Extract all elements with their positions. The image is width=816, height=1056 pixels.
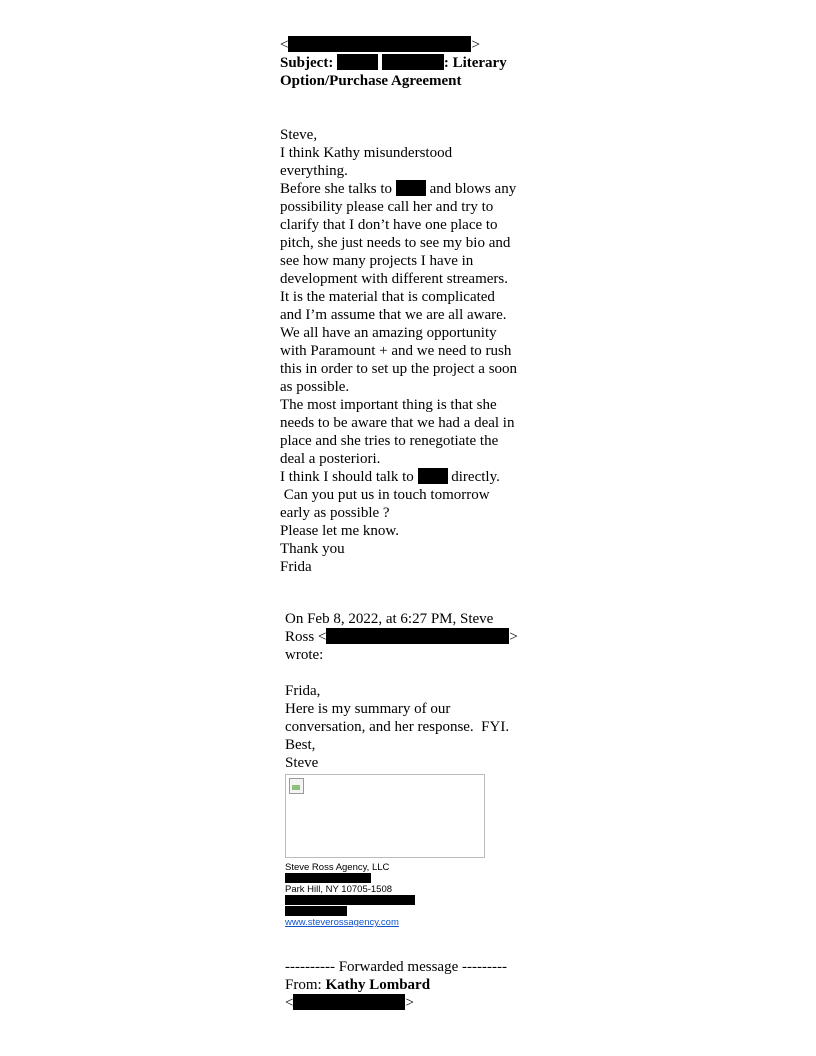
- subject-line: [280, 54, 540, 72]
- signature-city: Park Hill, NY 10705-1508: [285, 884, 393, 895]
- quote-intro: On Feb 8, 2022, at 6:27 PM, Steve: [285, 611, 494, 627]
- from-label: From:: [285, 977, 326, 993]
- bracket-open: <: [280, 37, 289, 53]
- bracket-close: >: [405, 995, 414, 1011]
- redacted-email: [293, 994, 405, 1010]
- reply-line: [280, 468, 540, 486]
- broken-image-icon: [289, 778, 304, 794]
- quote-intro: [285, 628, 545, 646]
- reply-line: Can you put us in touch tomorrow: [280, 487, 490, 503]
- redacted-subject-1: [337, 54, 378, 70]
- reply-line: with Paramount + and we need to rush: [280, 343, 512, 359]
- reply-text: I think I should talk to: [280, 469, 414, 485]
- reply-line: and I’m assume that we are all aware.: [280, 307, 507, 323]
- subject-line-2: [280, 72, 540, 90]
- redacted-name: [418, 468, 448, 484]
- bracket-close: >: [471, 37, 480, 53]
- reply-text: directly.: [451, 469, 500, 485]
- subject-suffix: : Literary: [443, 55, 507, 71]
- quote-line: conversation, and her response. FYI.: [285, 719, 510, 735]
- quote-intro: wrote:: [285, 647, 324, 663]
- bracket-open: <: [285, 995, 294, 1011]
- reply-line: It is the material that is complicated: [280, 289, 495, 305]
- header-email-line: [280, 36, 540, 54]
- quote-intro-text: Ross <: [285, 629, 327, 645]
- redacted-phone: [285, 895, 415, 905]
- forwarded-separator: ---------- Forwarded message ---------: [285, 959, 507, 975]
- reply-line: needs to be aware that we had a deal in: [280, 415, 515, 431]
- reply-line: this in order to set up the project a soon: [280, 361, 518, 377]
- reply-line: possibility please call her and try to: [280, 199, 494, 215]
- reply-line: clarify that I don’t have one place to: [280, 217, 498, 233]
- quote-closing: Best,: [285, 737, 316, 753]
- from-name: Kathy Lombard: [325, 977, 431, 993]
- quote-signoff: Steve: [285, 755, 319, 771]
- quote-greeting: Frida,: [285, 683, 321, 699]
- reply-line: early as possible ?: [280, 505, 390, 521]
- reply-line: [280, 180, 540, 198]
- bracket-close: >: [509, 629, 518, 645]
- forwarded-email: [285, 994, 545, 1012]
- subject-label: Subject:: [280, 55, 334, 71]
- signature-block: [285, 862, 545, 928]
- redacted-phone: [285, 906, 347, 916]
- reply-line: Thank you: [280, 541, 345, 557]
- reply-line: place and she tries to renegotiate the: [280, 433, 499, 449]
- reply-line: The most important thing is that she: [280, 397, 497, 413]
- quoted-message: [285, 610, 545, 928]
- reply-line: deal a posteriori.: [280, 451, 381, 467]
- forwarded-message: [285, 958, 545, 1012]
- redacted-name: [396, 180, 426, 196]
- quote-line: Here is my summary of our: [285, 701, 451, 717]
- reply-line: We all have an amazing opportunity: [280, 325, 497, 341]
- website-link[interactable]: www.steverossagency.com: [285, 917, 399, 928]
- signature-company: Steve Ross Agency, LLC: [285, 862, 390, 873]
- redacted-email: [326, 628, 509, 644]
- redacted-address: [285, 873, 371, 883]
- signature-image-placeholder: [285, 774, 485, 858]
- reply-text: and blows any: [429, 181, 517, 197]
- reply-line: Please let me know.: [280, 523, 399, 539]
- reply-line: as possible.: [280, 379, 350, 395]
- reply-signoff: Frida: [280, 559, 312, 575]
- redacted-email: [288, 36, 471, 52]
- reply-line: see how many projects I have in: [280, 253, 474, 269]
- reply-body: [280, 126, 540, 576]
- forwarded-from: [285, 976, 545, 994]
- reply-line: pitch, she just needs to see my bio and: [280, 235, 511, 251]
- reply-line: everything.: [280, 163, 348, 179]
- subject-continuation: Option/Purchase Agreement: [280, 73, 462, 89]
- reply-line: I think Kathy misunderstood: [280, 145, 453, 161]
- reply-line: development with different streamers.: [280, 271, 508, 287]
- reply-greeting: Steve,: [280, 127, 318, 143]
- redacted-subject-2: [382, 54, 444, 70]
- email-header: [280, 36, 540, 90]
- reply-text: Before she talks to: [280, 181, 393, 197]
